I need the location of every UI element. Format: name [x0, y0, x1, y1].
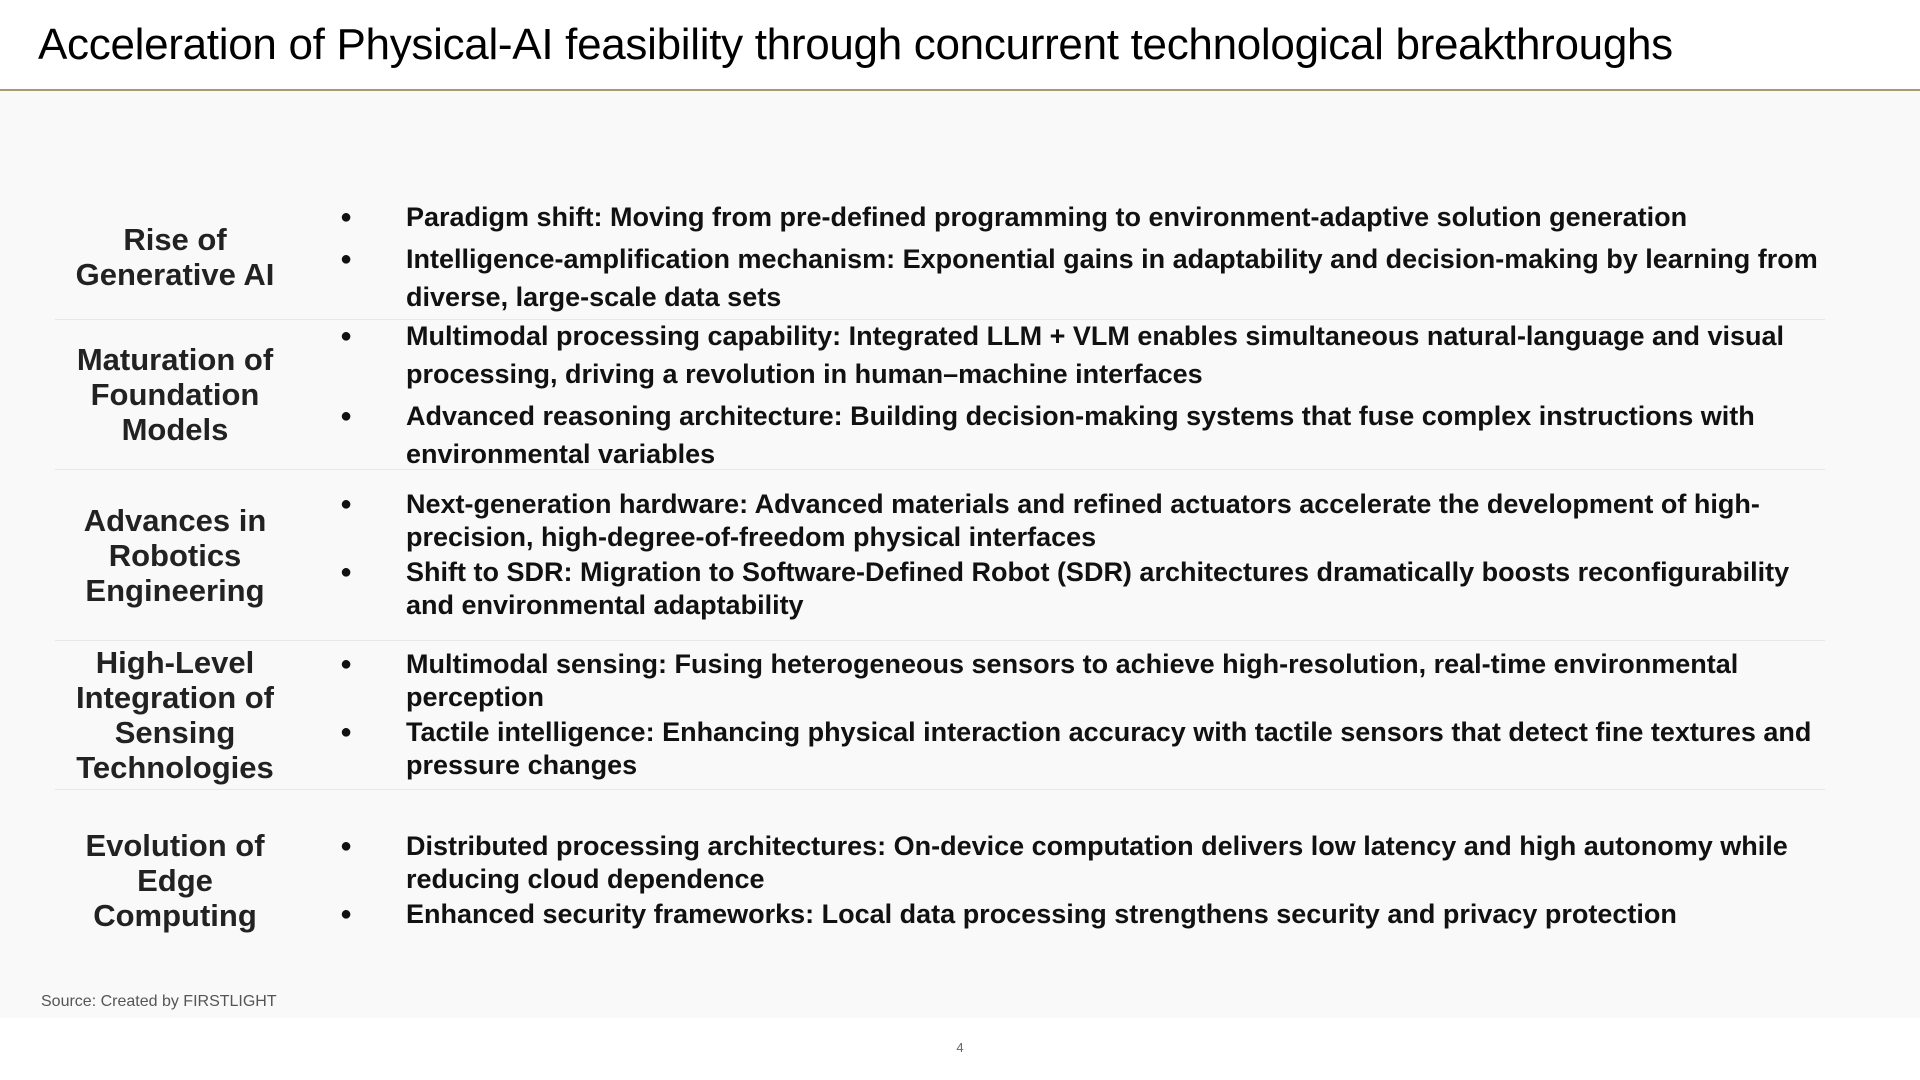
bullet-item: ● Advanced reasoning architecture: Building decision-making systems that fuse complex instructions with environmental variables: [340, 397, 1825, 473]
source-note: Source: Created by FIRSTLIGHT: [41, 993, 277, 1010]
row-label-text: High-Level Integration of Sensing Technologies: [75, 645, 275, 785]
bullet-item: ● Tactile intelligence: Enhancing physical interaction accuracy with tactile sensors that detect fine textures and pressure changes: [340, 716, 1825, 782]
row-label-text: Maturation of Foundation Models: [76, 342, 274, 447]
bullet-item: ● Multimodal sensing: Fusing heterogeneous sensors to achieve high-resolution, real-time environmental perception: [340, 648, 1825, 714]
bullet-item: ● Paradigm shift: Moving from pre-defined programming to environment-adaptive solution generation: [340, 198, 1825, 236]
table-row-foundation-models: [55, 320, 1825, 470]
table-row-sensing-technologies: [55, 641, 1825, 790]
row-label: [55, 790, 295, 970]
bullet-list: [340, 320, 1825, 469]
bullet-item: ● Enhanced security frameworks: Local data processing strengthens security and privacy protection: [340, 898, 1825, 931]
row-label: [55, 641, 295, 789]
table-row-generative-ai: [55, 195, 1825, 320]
bullet-list: [340, 195, 1825, 319]
bullet-item: ● Shift to SDR: Migration to Software-Defined Robot (SDR) architectures dramatically boosts reconfigurability and environmental adaptability: [340, 556, 1825, 622]
row-label: [55, 320, 295, 469]
page-number: 4: [956, 1040, 964, 1055]
row-label: [55, 470, 295, 640]
page-title: Acceleration of Physical-AI feasibility through concurrent technological breakthroughs: [38, 20, 1673, 69]
title-bar: [0, 0, 1920, 91]
row-label-text: Advances in Robotics Engineering: [83, 502, 267, 608]
bullet-item: ● Intelligence-amplification mechanism: Exponential gains in adaptability and decision-making by learning from diverse, large-scale data sets: [340, 240, 1825, 316]
bullet-item: ● Next-generation hardware: Advanced materials and refined actuators accelerate the development of high-precision, high-degree-of-freedom physical interfaces: [340, 488, 1825, 554]
bullet-list: [340, 641, 1825, 789]
bullet-list: [340, 790, 1825, 970]
bullet-item: ● Multimodal processing capability: Integrated LLM + VLM enables simultaneous natural-language and visual processing, driving a revolution in human–machine interfaces: [340, 317, 1825, 393]
table-row-edge-computing: [55, 790, 1825, 970]
breakthrough-table: [55, 195, 1825, 970]
row-label-text: Rise of Generative AI: [75, 222, 275, 292]
table-row-robotics-engineering: [55, 470, 1825, 641]
row-label: [55, 195, 295, 319]
bullet-list: [340, 470, 1825, 640]
bullet-item: ● Distributed processing architectures: On-device computation delivers low latency and high autonomy while reducing cloud dependence: [340, 830, 1825, 896]
row-label-text: Evolution of Edge Computing: [85, 827, 265, 933]
